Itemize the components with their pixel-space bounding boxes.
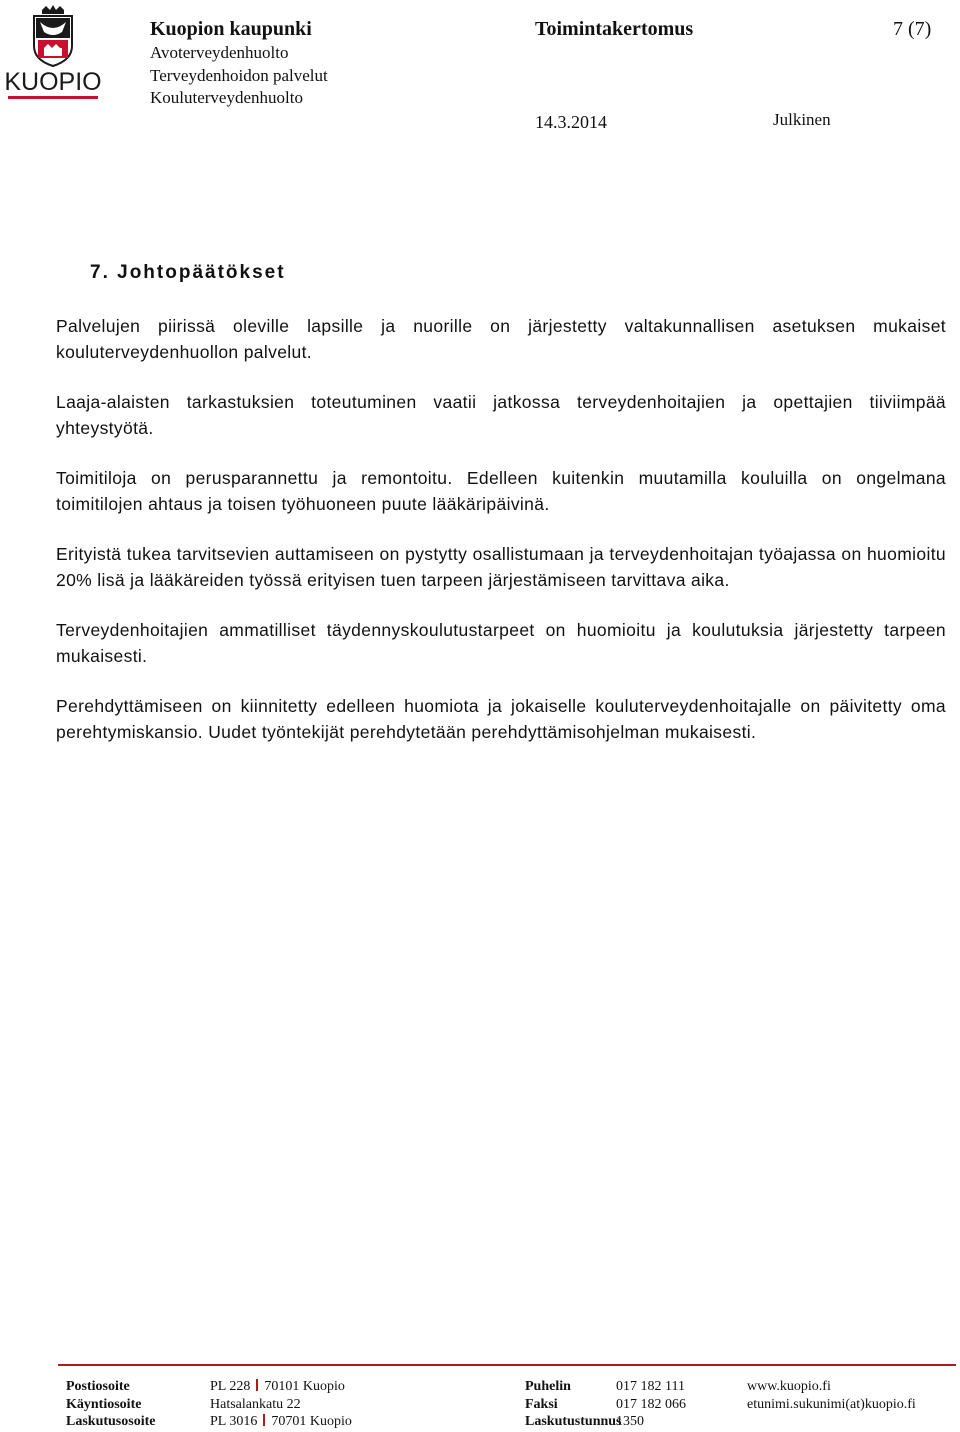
kuopio-logo [4,4,102,102]
paragraph: Laaja-alaisten tarkastuksien toteutuminen vaatii jatkossa terveydenhoitajien ja opettajien tiiviimpää yhteystyötä. [56,392,946,438]
document-date: 14.3.2014 [535,112,607,132]
department-line-1: Avoterveydenhuolto [150,43,289,62]
footer-divider [58,1364,956,1366]
footer-contact-labels [525,1378,622,1431]
postal-address-label: Postiosoite [66,1379,130,1394]
department-line-3: Kouluterveydenhuolto [150,88,303,107]
phone-label: Puhelin [525,1379,571,1394]
classification-label: Julkinen [773,110,831,129]
section-heading: 7. Johtopäätökset [90,262,286,283]
paragraph: Palvelujen piirissä oleville lapsille ja nuorille on järjestetty valtakunnallisen asetuksen mukaiset kouluterveydenhuollon palvelut. [56,316,946,362]
visiting-address-label: Käyntiosoite [66,1396,142,1412]
separator [256,1379,258,1391]
document-type: Toimintakertomus [535,18,694,40]
separator [263,1414,265,1426]
email-address[interactable]: etunimi.sukunimi(at)kuopio.fi [747,1396,916,1412]
paragraph: Terveydenhoitajien ammatilliset täydennyskoulutustarpeet on huomioitu ja koulutuksia järjestetty tarpeen mukaisesti. [56,620,946,666]
footer-contact-values [616,1378,686,1413]
fax-label: Faksi [525,1396,558,1412]
footer-addresses [210,1378,352,1431]
department-line-2: Terveydenhoidon palvelut [150,66,328,85]
paragraph: Toimitiloja on perusparannettu ja remontoitu. Edelleen kuitenkin muutamilla kouluilla on ongelmana toimitilojen ahtaus ja toisen työhuoneen puute lääkäripäivinä. [56,468,946,514]
postal-address: PL 228 70101 Kuopio [210,1379,345,1394]
footer-web [747,1378,916,1413]
body-content [56,314,946,770]
billing-id-label: Laskutustunnus [525,1414,622,1429]
fax-value: 017 182 066 [616,1396,686,1412]
visiting-address: Hatsalankatu 22 [210,1396,301,1412]
page-indicator: 7 (7) [893,18,932,40]
billing-address: PL 3016 70701 Kuopio [210,1414,352,1429]
organization-name: Kuopion kaupunki [150,18,312,40]
footer-labels [66,1378,155,1431]
billing-id-value: 1350 [616,1414,644,1429]
paragraph: Perehdyttämiseen on kiinnitetty edelleen huomiota ja jokaiselle kouluterveydenhoitajalle on päivitetty oma perehtymiskansio. Uudet työntekijät perehdytetään perehdyttämisohjelman mukaisesti. [56,696,946,742]
billing-address-label: Laskutusosoite [66,1414,156,1429]
paragraph: Erityistä tukea tarvitsevien auttamiseen on pystytty osallistumaan ja terveydenhoitajan työajassa on huomioitu 20% lisä ja lääkäreiden työssä erityisen tuen tarpeen järjestämiseen tarvittava aika. [56,544,946,590]
website-link[interactable]: www.kuopio.fi [747,1379,831,1394]
svg-text:KUOPIO: KUOPIO [4,68,102,96]
phone-value: 017 182 111 [616,1379,685,1394]
